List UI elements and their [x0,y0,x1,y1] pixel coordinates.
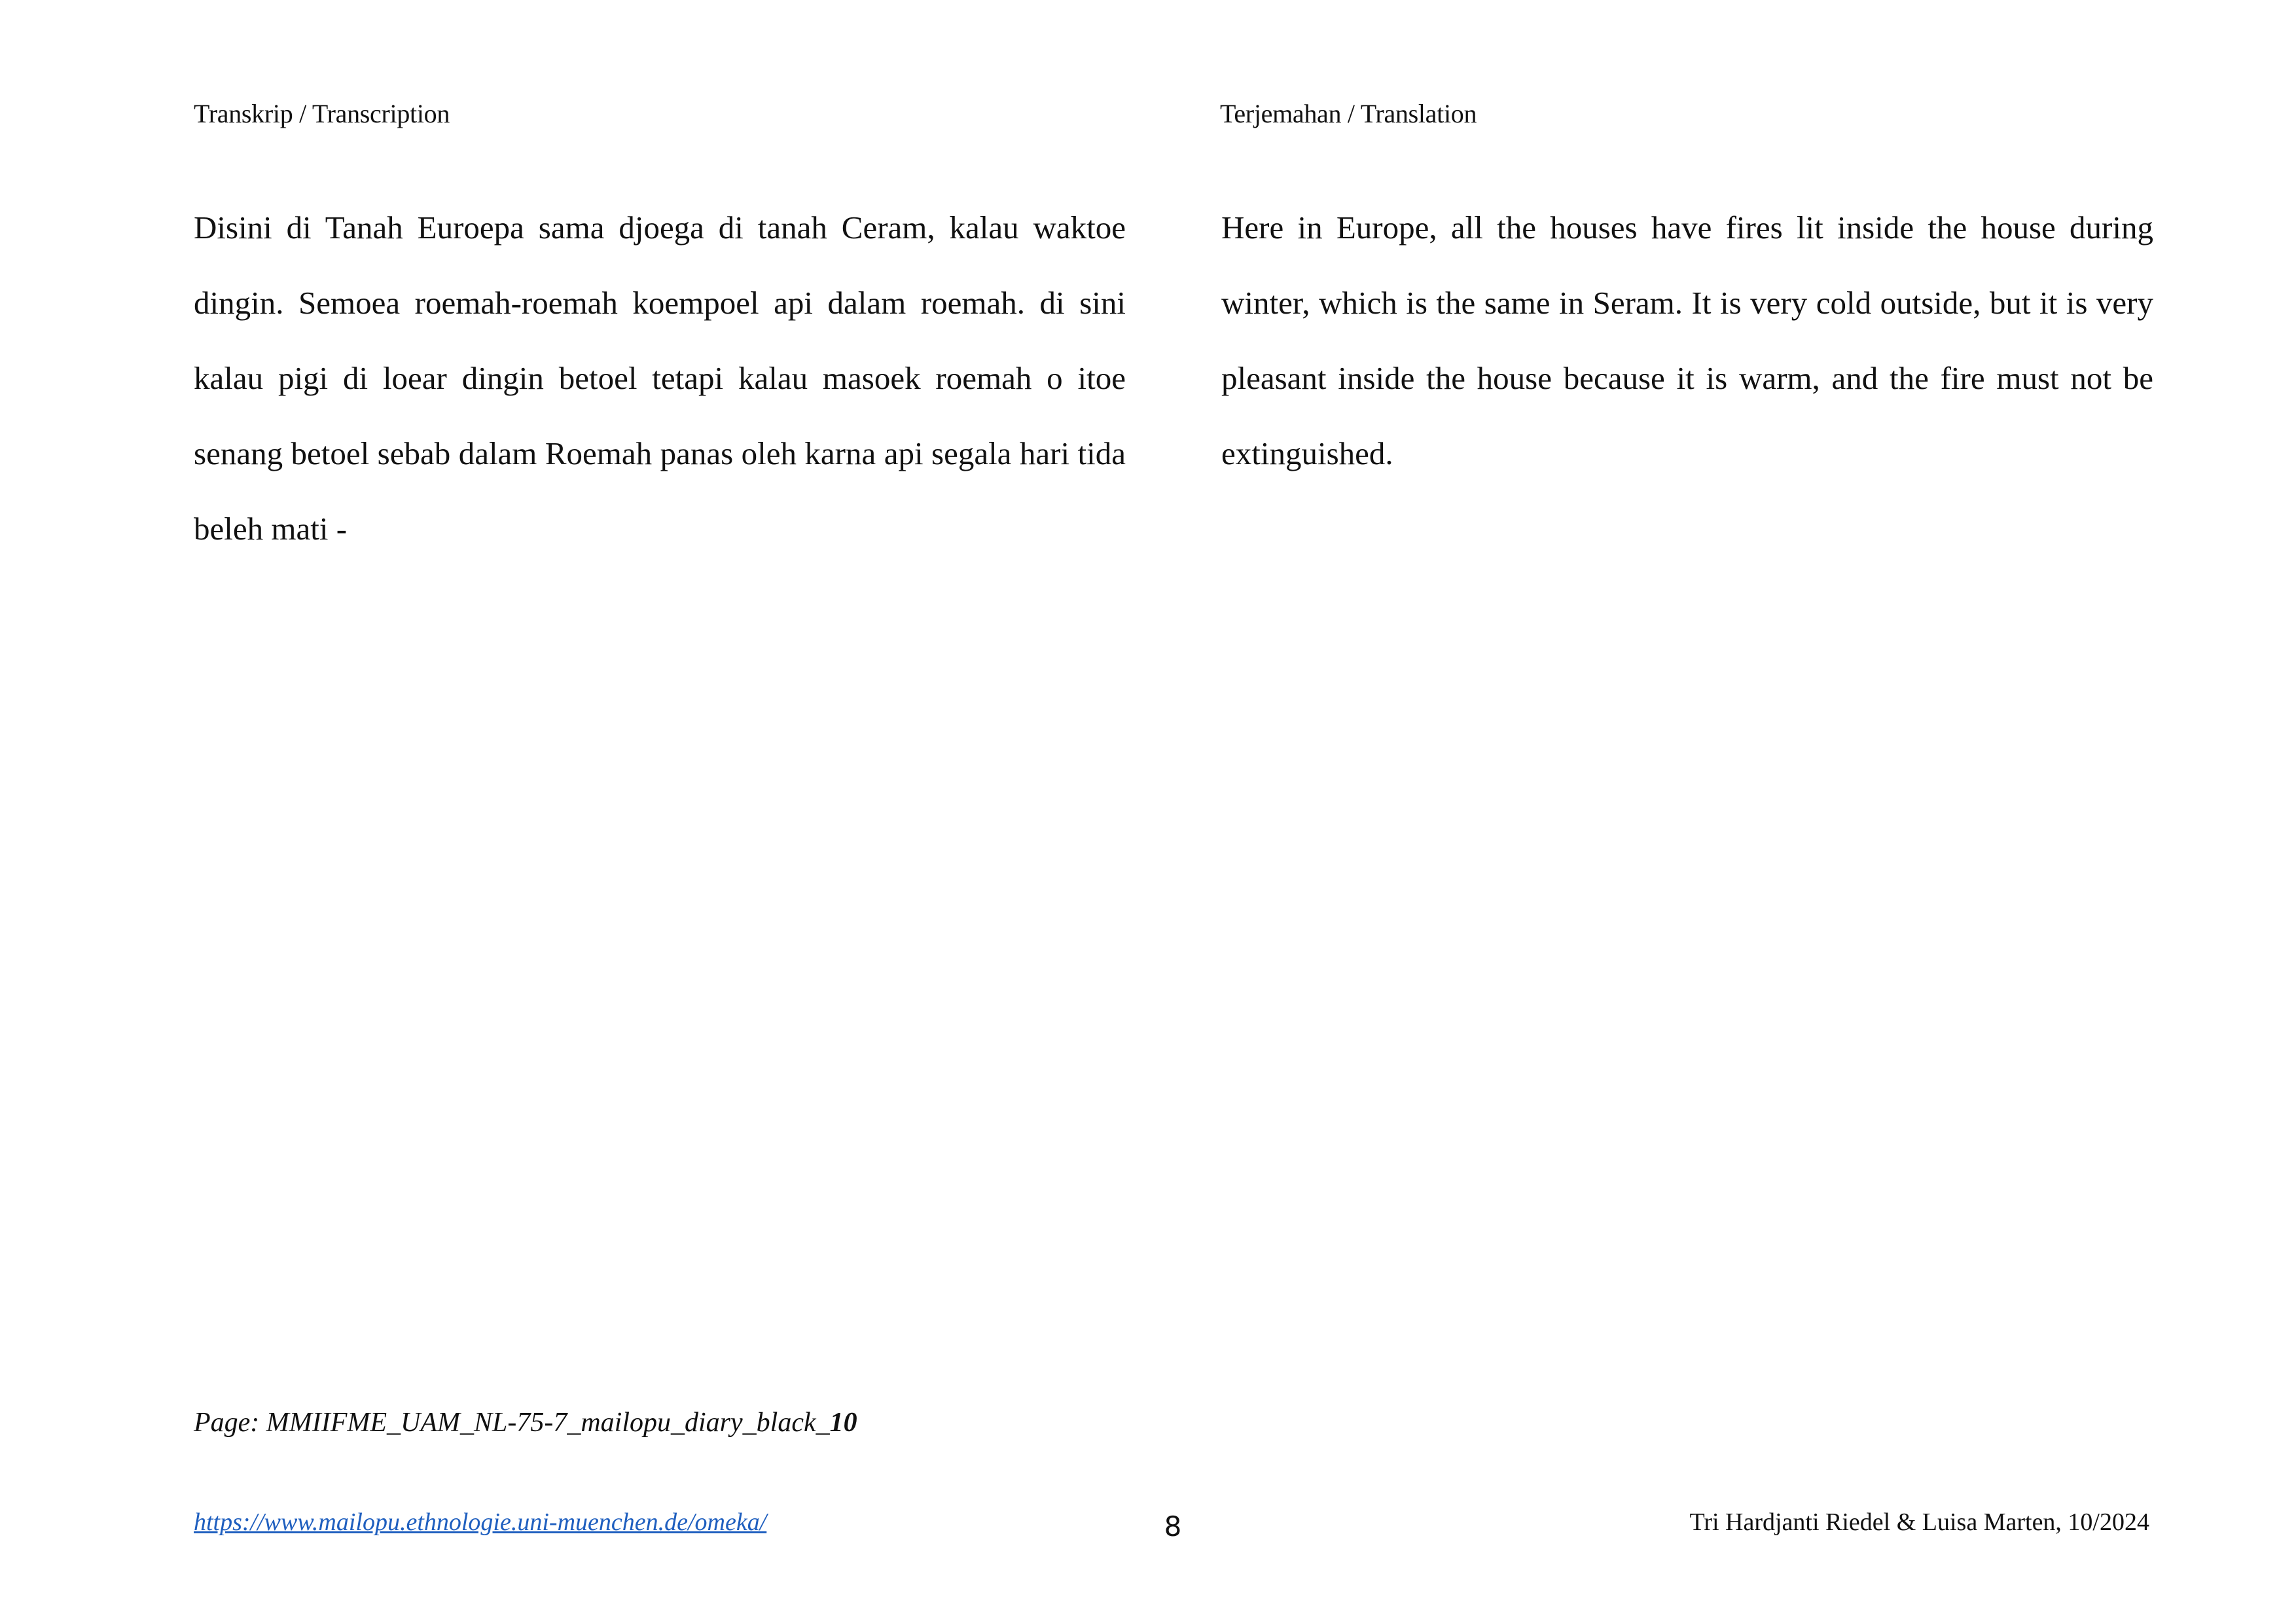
translation-heading: Terjemahan / Translation [1220,99,1477,128]
page-number: 8 [1164,1510,1182,1542]
page-reference-prefix: Page: MMIIFME_UAM_NL-75-7_mailopu_diary_black_ [194,1408,830,1438]
translation-text: Here in Europe, all the houses have fires lit inside the house during winter, which is the same in Seram. It is very cold outside, but it is very pleasant inside the house because it is warm, and the fire must not be extinguished. [1221,210,2153,471]
footer-omeka-link[interactable]: https://www.mailopu.ethnologie.uni-muenchen.de/omeka/ [194,1508,767,1536]
transcription-text: Disini di Tanah Euroepa sama djoega di tanah Ceram, kalau waktoe dingin. Semoea roemah-roemah koempoel api dalam roemah. di sini kalau pigi di loear dingin betoel tetapi kalau masoek roemah o itoe senang betoel sebab dalam Roemah panas oleh karna api segala hari tida beleh mati - [194,210,1126,547]
page-reference-number: 10 [829,1408,857,1438]
transcription-heading: Transkrip / Transcription [194,99,450,128]
footer-credit: Tri Hardjanti Riedel & Luisa Marten, 10/2024 [1689,1508,2149,1536]
page-reference [194,1405,857,1440]
